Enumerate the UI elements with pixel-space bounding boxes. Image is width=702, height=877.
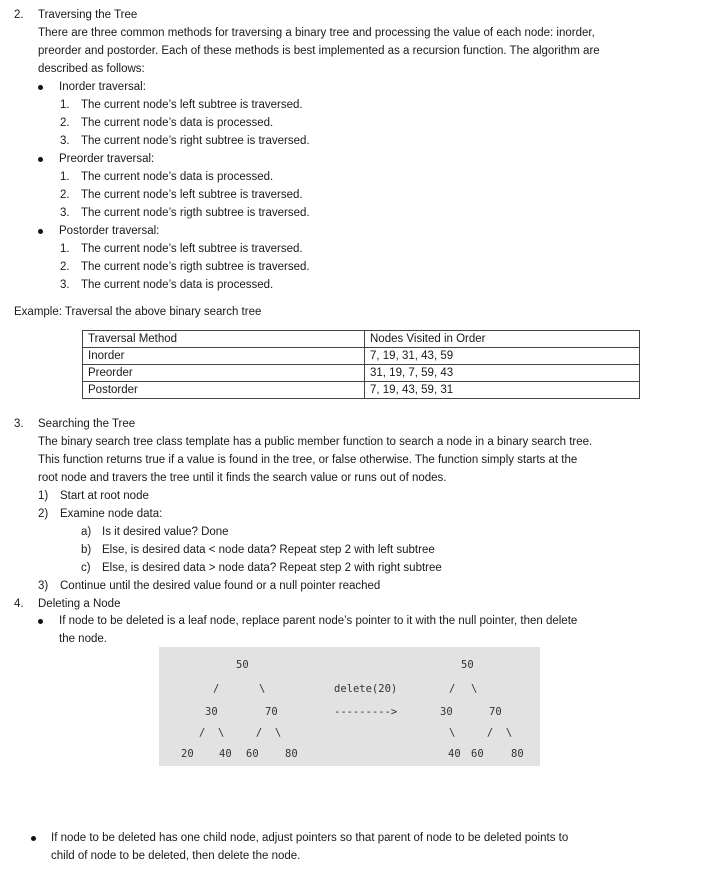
tree-edge: / — [449, 683, 456, 695]
tree-leaf: 40 — [448, 748, 461, 760]
tree-node: 50 — [461, 659, 474, 671]
tree-leaf: 80 — [285, 748, 298, 760]
tree-node: 70 — [489, 706, 502, 718]
bullet-icon — [38, 619, 43, 624]
step-text: Start at root node — [60, 490, 149, 502]
table-row — [83, 365, 640, 382]
step-text: The current node’s data is processed. — [81, 117, 274, 129]
substep-text: Else, is desired data < node data? Repeat step 2 with left subtree — [102, 544, 435, 556]
table-cell: 7, 19, 31, 43, 59 — [365, 348, 640, 365]
section-title: Searching the Tree — [38, 418, 136, 430]
step-text: Continue until the desired value found or a null pointer reached — [60, 580, 381, 592]
bullet-icon — [38, 85, 43, 90]
section-number: 4. — [14, 598, 24, 610]
tree-edge: \ — [471, 683, 478, 695]
traversal-table — [82, 330, 640, 399]
paragraph-line: There are three common methods for traversing a binary tree and processing the value of each node: inorder, — [38, 27, 595, 39]
tree-leaf: 60 — [246, 748, 259, 760]
method-label-postorder: Postorder traversal: — [59, 225, 160, 237]
table-header-cell: Traversal Method — [83, 331, 365, 348]
step-number: 3. — [60, 135, 70, 147]
table-cell: 7, 19, 43, 59, 31 — [365, 382, 640, 399]
step-text: The current node’s rigth subtree is traversed. — [81, 261, 310, 273]
tree-node: 30 — [205, 706, 218, 718]
step-text: The current node’s left subtree is traversed. — [81, 189, 303, 201]
table-cell: Preorder — [83, 365, 365, 382]
step-number: 2. — [60, 117, 70, 129]
tree-node: 30 — [440, 706, 453, 718]
step-number: 1. — [60, 243, 70, 255]
arrow-icon: ---------> — [334, 706, 398, 718]
substep-text: Else, is desired data > node data? Repeat step 2 with right subtree — [102, 562, 442, 574]
table-header-row — [83, 331, 640, 348]
step-text: The current node’s data is processed. — [81, 279, 274, 291]
bullet-icon — [31, 836, 36, 841]
bullet-icon — [38, 229, 43, 234]
step-number: 3) — [38, 580, 49, 592]
section-title: Traversing the Tree — [38, 9, 138, 21]
step-number: 3. — [60, 279, 70, 291]
paragraph-line: If node to be deleted is a leaf node, replace parent node’s pointer to it with the null pointer, then delete — [59, 615, 578, 627]
method-label-preorder: Preorder traversal: — [59, 153, 155, 165]
paragraph-line: preorder and postorder. Each of these methods is best implemented as a recursion function. The algorithm are — [38, 45, 600, 57]
tree-node: 50 — [236, 659, 249, 671]
tree-edge: / — [213, 683, 220, 695]
step-number: 2. — [60, 261, 70, 273]
tree-leaf: 60 — [471, 748, 484, 760]
paragraph-line: described as follows: — [38, 63, 145, 75]
step-text: The current node’s left subtree is traversed. — [81, 99, 303, 111]
tree-edges-row: \ / \ — [449, 727, 513, 739]
step-number: 1. — [60, 99, 70, 111]
step-text: The current node’s right subtree is traversed. — [81, 135, 310, 147]
step-number: 1. — [60, 171, 70, 183]
table-row — [83, 348, 640, 365]
table-cell: Inorder — [83, 348, 365, 365]
paragraph-line: the node. — [59, 633, 107, 645]
tree-node: 70 — [265, 706, 278, 718]
tree-leaf: 40 — [219, 748, 232, 760]
paragraph-line: The binary search tree class template has a public member function to search a node in a binary search tree. — [38, 436, 593, 448]
paragraph-line: This function returns true if a value is found in the tree, or false otherwise. The function simply starts at the — [38, 454, 578, 466]
step-text: Examine node data: — [60, 508, 163, 520]
step-text: The current node’s data is processed. — [81, 171, 274, 183]
paragraph-line: child of node to be deleted, then delete the node. — [51, 850, 301, 862]
substep-letter: a) — [81, 526, 92, 538]
section-title: Deleting a Node — [38, 598, 121, 610]
table-header-cell: Nodes Visited in Order — [365, 331, 640, 348]
step-text: The current node’s rigth subtree is traversed. — [81, 207, 310, 219]
substep-letter: c) — [81, 562, 91, 574]
delete-leaf-diagram — [159, 647, 540, 766]
method-label-inorder: Inorder traversal: — [59, 81, 146, 93]
step-number: 1) — [38, 490, 49, 502]
example-caption: Example: Traversal the above binary search tree — [14, 306, 262, 318]
tree-leaf: 80 — [511, 748, 524, 760]
step-number: 2) — [38, 508, 49, 520]
paragraph-line: If node to be deleted has one child node, adjust pointers so that parent of node to be deleted points to — [51, 832, 569, 844]
substep-letter: b) — [81, 544, 92, 556]
table-row — [83, 382, 640, 399]
step-number: 3. — [60, 207, 70, 219]
table-cell: Postorder — [83, 382, 365, 399]
table-cell: 31, 19, 7, 59, 43 — [365, 365, 640, 382]
tree-leaf: 20 — [181, 748, 194, 760]
tree-edges-row: / \ / \ — [199, 727, 282, 739]
step-text: The current node’s left subtree is traversed. — [81, 243, 303, 255]
step-number: 2. — [60, 189, 70, 201]
substep-text: Is it desired value? Done — [102, 526, 229, 538]
tree-edge: \ — [259, 683, 266, 695]
paragraph-line: root node and travers the tree until it finds the search value or runs out of nodes. — [38, 472, 447, 484]
bullet-icon — [38, 157, 43, 162]
operation-label: delete(20) — [334, 683, 398, 695]
section-number: 2. — [14, 9, 24, 21]
section-number: 3. — [14, 418, 24, 430]
